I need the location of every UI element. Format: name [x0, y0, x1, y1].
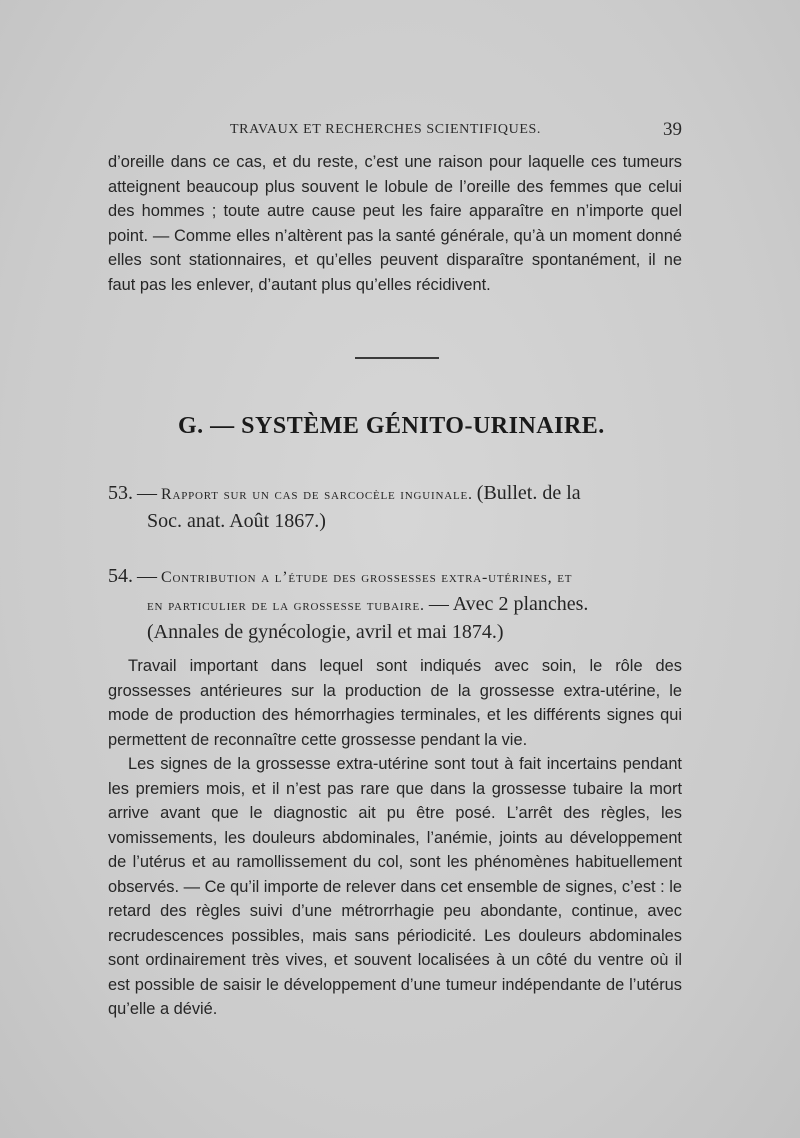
page-number: 39 [663, 119, 682, 140]
running-head [108, 119, 682, 144]
entry-title: Contribution a l’étude des grossesses extra-utérines, et [161, 569, 573, 586]
paragraph-summary: Travail important dans lequel sont indiqués avec soin, le rôle des grossesses antérieures sur la production de la grossesse extra-utérine, le mode de production des hémorrhagies terminales, et les différents signes qui permettent de reconnaître cette grossesse pendant la vie. [108, 657, 682, 749]
entry-plates: — Avec 2 planches. [428, 593, 589, 615]
entry-citation-continued: Soc. anat. Août 1867.) [147, 510, 326, 532]
running-head-title: TRAVAUX ET RECHERCHES SCIENTIFIQUES. [230, 122, 541, 137]
entry-citation: (Bullet. de la [476, 482, 581, 504]
entry-number: 54. [108, 565, 133, 587]
section-divider [355, 357, 439, 359]
paragraph-signs: Les signes de la grossesse extra-utérine sont tout à fait incertains pendant les premiers mois, et il n’est pas rare que dans la grossesse tubaire la mort arrive avant que le diagnostic ait pu être posé. L’arrêt des règles, les vomissements, les douleurs abdominales, l’anémie, joints au développement de l’utérus et au ramollissement du col, sont les phénomènes habituellement observés. — Ce qu’il importe de relever dans cet ensemble de signes, c’est : le retard des règles suivi d’une métrorrhagie peu abondante, continue, avec recrudescences possibles, mais sans périodicité. Les douleurs abdominales sont ordinairement très vives, et souvent localisées à un côté du ventre où il est possible de saisir le développement d’une tumeur indépendante de l’utérus qu’elle a dévié. [108, 755, 682, 1018]
entry-title-continued: en particulier de la grossesse tubaire. [147, 597, 425, 614]
entry-dash: — [137, 482, 157, 504]
entry-number: 53. [108, 482, 133, 504]
entry-citation: (Annales de gynécologie, avril et mai 1874.) [147, 621, 504, 643]
entry-title: Rapport sur un cas de sarcocèle inguinale. [161, 486, 473, 503]
paragraph-continuation: d’oreille dans ce cas, et du reste, c’est une raison pour laquelle ces tumeurs atteignent beaucoup plus souvent le lobule de l’oreille des femmes que celui des hommes ; toute autre cause peut les faire apparaître en n’importe quel point. — Comme elles n’altèrent pas la santé générale, qu’à un moment donné elles sont stationnaires, et qu’elles peuvent disparaître spontanément, il ne faut pas les enlever, d’autant plus qu’elles récidivent. [108, 153, 682, 294]
entry-dash: — [137, 565, 157, 587]
bibliography-entry-53 [108, 480, 682, 534]
bibliography-entry-54 [108, 563, 682, 645]
section-title: G. — SYSTÈME GÉNITO-URINAIRE. [178, 413, 605, 439]
